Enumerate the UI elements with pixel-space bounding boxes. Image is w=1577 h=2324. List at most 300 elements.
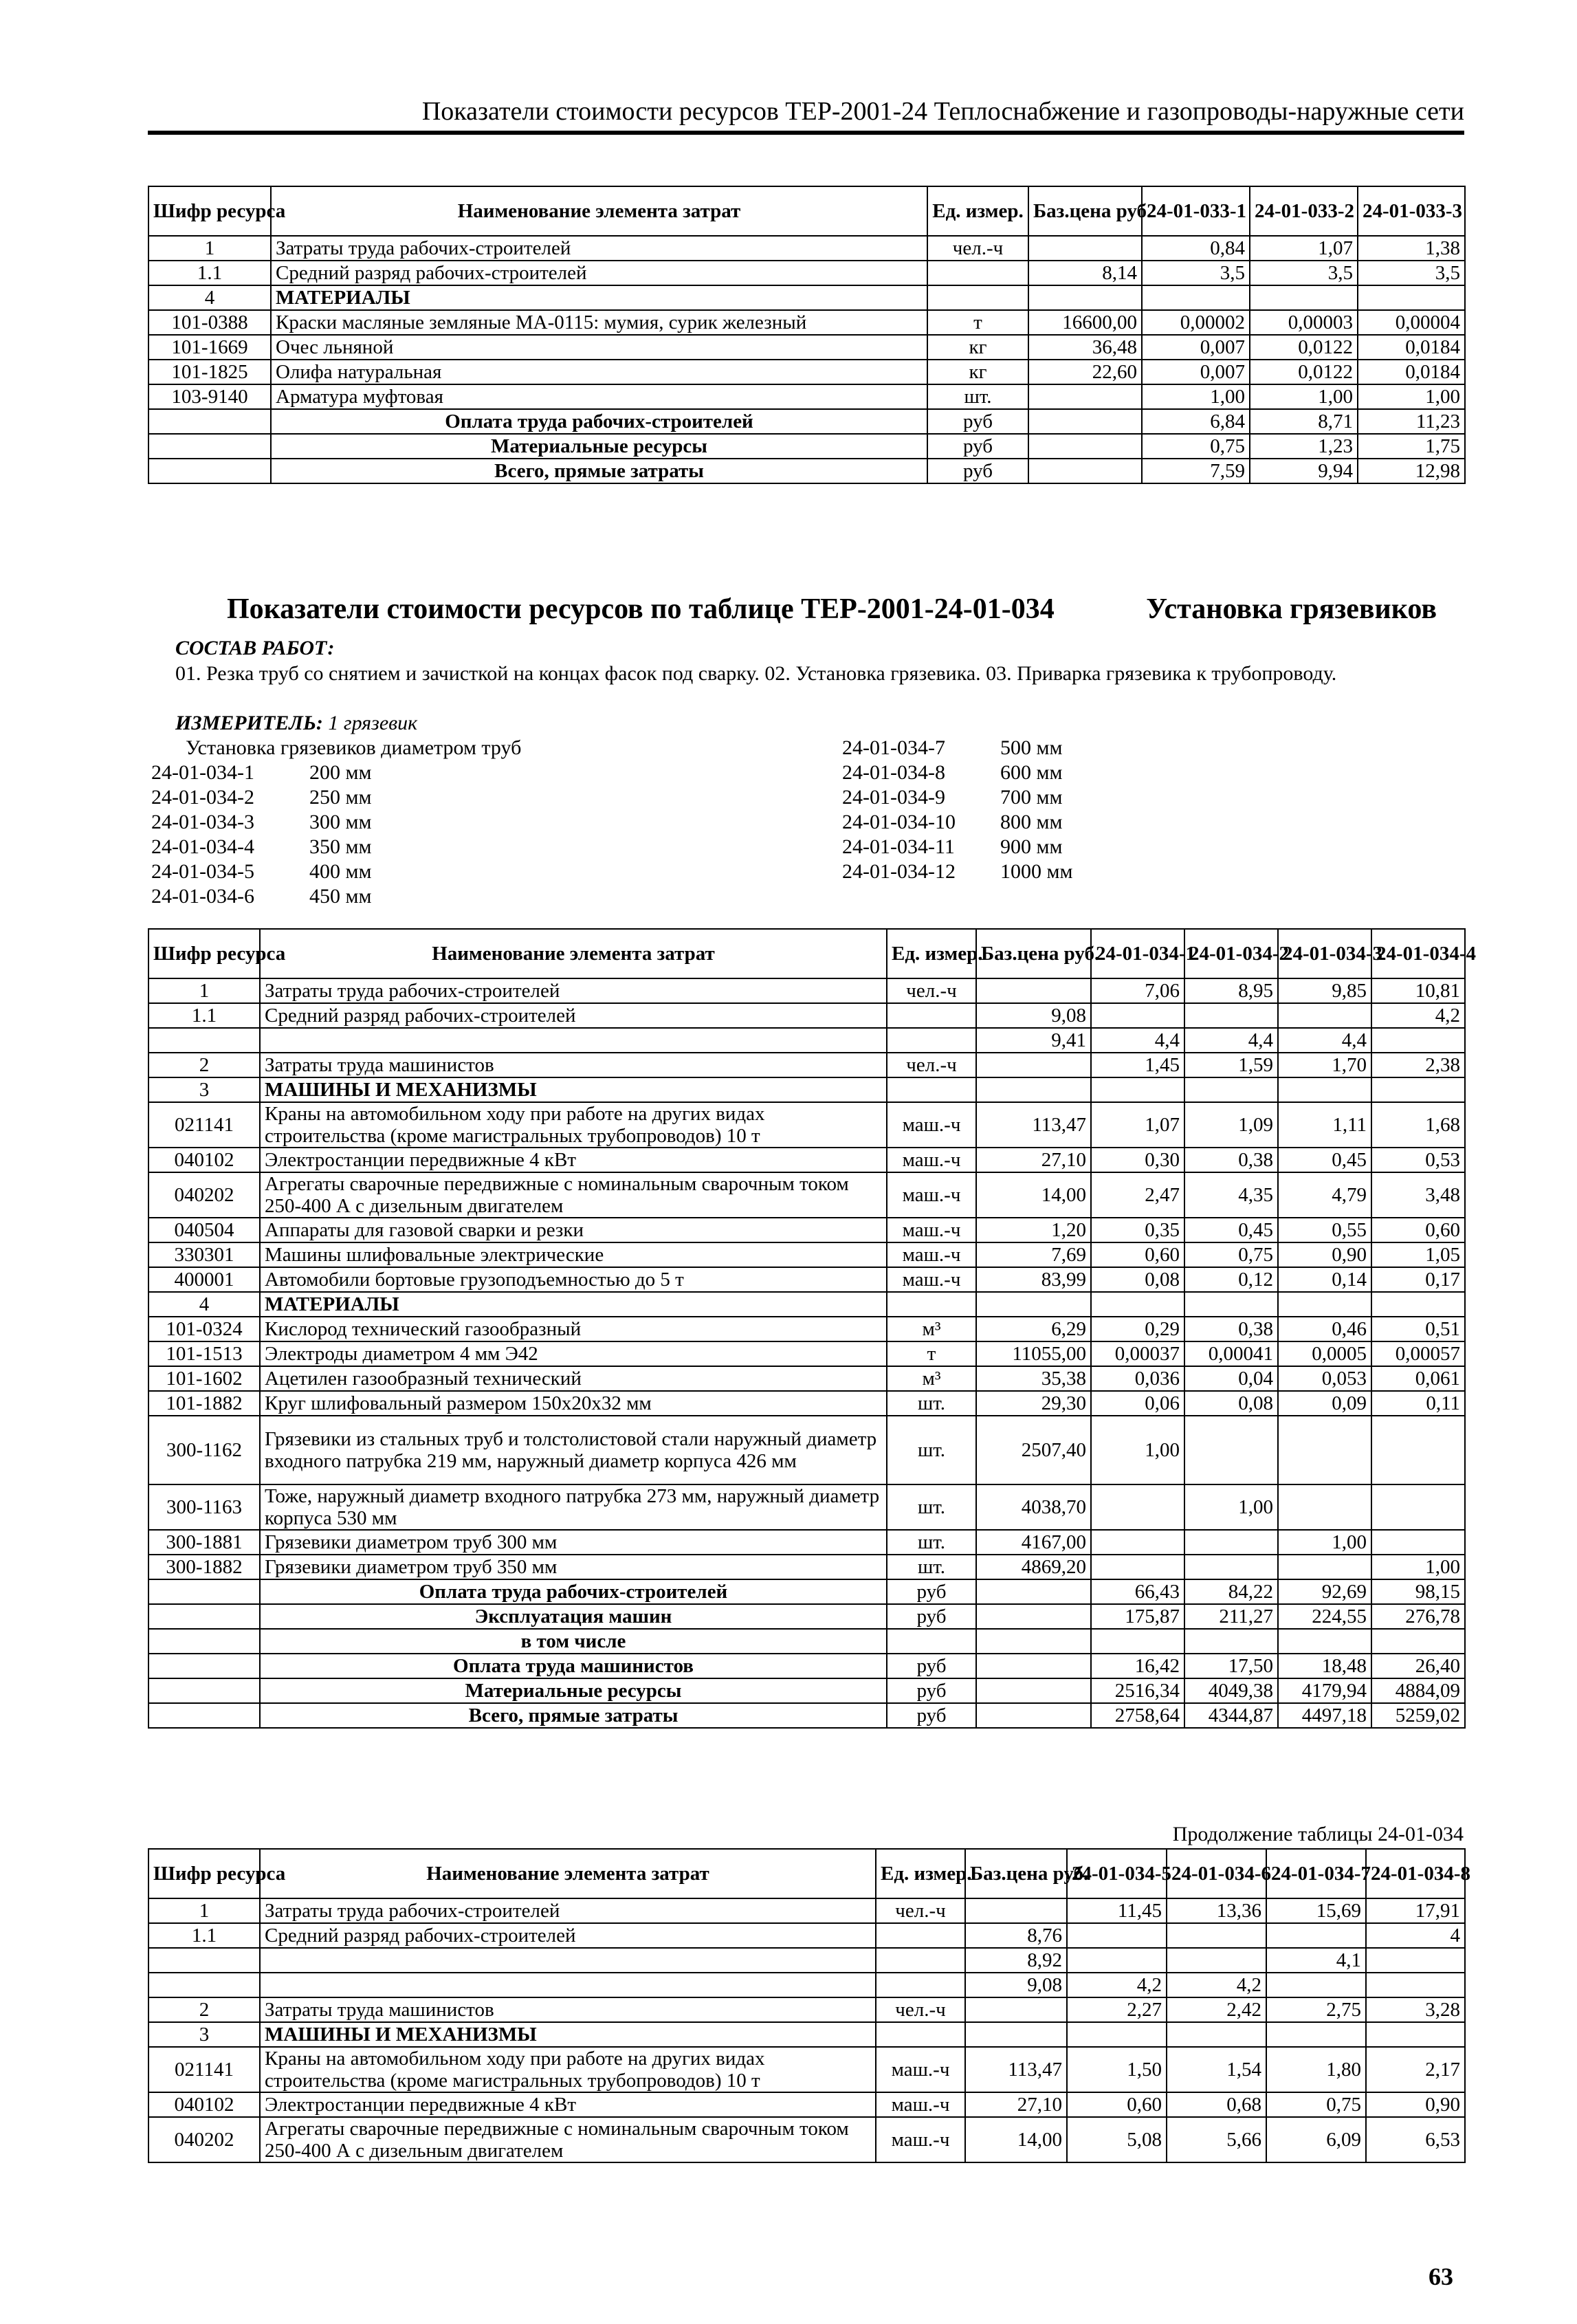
cell-unit: руб bbox=[887, 1703, 976, 1728]
table-row bbox=[148, 1148, 1465, 1172]
header-col3: 24-01-033-3 bbox=[1358, 186, 1465, 236]
cell-value: 92,69 bbox=[1278, 1579, 1371, 1604]
cell-value bbox=[1091, 1292, 1184, 1317]
cell-value bbox=[1184, 1292, 1278, 1317]
cell-price bbox=[1028, 434, 1142, 459]
table-row bbox=[148, 2022, 1465, 2047]
header-name: Наименование элемента затрат bbox=[260, 1849, 876, 1898]
cell-value: 0,75 bbox=[1266, 2092, 1366, 2117]
cell-value: 11,45 bbox=[1067, 1898, 1167, 1923]
cell-value: 1,00 bbox=[1371, 1555, 1465, 1579]
cell-unit: маш.-ч bbox=[876, 2117, 965, 2162]
cell-name: МАШИНЫ И МЕХАНИЗМЫ bbox=[260, 2022, 876, 2047]
cell-value: 0,29 bbox=[1091, 1317, 1184, 1341]
cell-price bbox=[965, 1997, 1067, 2022]
cell-name: Оплата труда рабочих-строителей bbox=[260, 1579, 887, 1604]
cell-code: 3 bbox=[148, 2022, 260, 2047]
cell-name: Агрегаты сварочные передвижные с номинальным сварочным током 250-400 А с дизельным двигателем bbox=[260, 2117, 876, 2162]
cell-name: Ацетилен газообразный технический bbox=[260, 1366, 887, 1391]
cell-price: 22,60 bbox=[1028, 360, 1142, 384]
cell-code: 2 bbox=[148, 1053, 260, 1077]
cell-value: 1,07 bbox=[1250, 236, 1358, 261]
cell-value: 0,51 bbox=[1371, 1317, 1465, 1341]
table-row bbox=[148, 1997, 1465, 2022]
cell-value: 2516,34 bbox=[1091, 1678, 1184, 1703]
cell-price: 9,08 bbox=[965, 1973, 1067, 1997]
cell-value: 1,38 bbox=[1358, 236, 1465, 261]
code-diameter: 800 мм bbox=[1000, 811, 1063, 833]
cell-code: 040202 bbox=[148, 1172, 260, 1218]
cell-value: 4,4 bbox=[1184, 1028, 1278, 1053]
table-row bbox=[148, 1077, 1465, 1102]
header-unit: Ед. измер. bbox=[927, 186, 1028, 236]
cell-name: Кислород технический газообразный bbox=[260, 1317, 887, 1341]
table-row bbox=[148, 310, 1465, 335]
cell-value: 0,00002 bbox=[1142, 310, 1250, 335]
code-diameter: 300 мм bbox=[309, 811, 372, 833]
cell-price bbox=[1028, 384, 1142, 409]
cell-code: 3 bbox=[148, 1077, 260, 1102]
cell-value: 6,84 bbox=[1142, 409, 1250, 434]
cell-name: Средний разряд рабочих-строителей bbox=[260, 1003, 887, 1028]
cell-name: Затраты труда машинистов bbox=[260, 1997, 876, 2022]
header-col4: 24-01-034-4 bbox=[1371, 929, 1465, 978]
table-row bbox=[148, 261, 1465, 285]
cell-code: 300-1162 bbox=[148, 1416, 260, 1484]
cell-value: 1,00 bbox=[1142, 384, 1250, 409]
cell-unit bbox=[927, 261, 1028, 285]
cell-unit: шт. bbox=[887, 1555, 976, 1579]
cell-value: 0,90 bbox=[1366, 2092, 1465, 2117]
cell-value: 0,007 bbox=[1142, 335, 1250, 360]
table-header-row bbox=[148, 1849, 1465, 1898]
cell-price bbox=[976, 1703, 1091, 1728]
page-header: Показатели стоимости ресурсов ТЕР-2001-24 Теплоснабжение и газопроводы-наружные сети bbox=[148, 96, 1464, 135]
cell-value: 276,78 bbox=[1371, 1604, 1465, 1629]
codes-right-list bbox=[842, 736, 1072, 884]
table-row bbox=[148, 384, 1465, 409]
cell-value bbox=[1371, 1484, 1465, 1530]
cell-value: 0,053 bbox=[1278, 1366, 1371, 1391]
table-row bbox=[148, 1484, 1465, 1530]
header-col1: 24-01-033-1 bbox=[1142, 186, 1250, 236]
cell-value bbox=[1366, 1948, 1465, 1973]
cell-unit bbox=[927, 285, 1028, 310]
cell-name: Материальные ресурсы bbox=[271, 434, 927, 459]
cell-value: 2,17 bbox=[1366, 2047, 1465, 2092]
cell-value: 1,00 bbox=[1358, 384, 1465, 409]
cell-value: 0,0184 bbox=[1358, 335, 1465, 360]
cell-value bbox=[1278, 1555, 1371, 1579]
cell-value: 0,0005 bbox=[1278, 1341, 1371, 1366]
cell-name: МАШИНЫ И МЕХАНИЗМЫ bbox=[260, 1077, 887, 1102]
cell-value: 4,79 bbox=[1278, 1172, 1371, 1218]
cell-unit: руб bbox=[887, 1678, 976, 1703]
cell-price: 14,00 bbox=[965, 2117, 1067, 2162]
cell-value bbox=[1266, 2022, 1366, 2047]
cell-price bbox=[976, 978, 1091, 1003]
cell-value: 4,2 bbox=[1067, 1973, 1167, 1997]
cell-unit: м³ bbox=[887, 1317, 976, 1341]
cell-name: Грязевики диаметром труб 350 мм bbox=[260, 1555, 887, 1579]
cell-value: 4 bbox=[1366, 1923, 1465, 1948]
cell-name: Арматура муфтовая bbox=[271, 384, 927, 409]
cell-value: 0,60 bbox=[1067, 2092, 1167, 2117]
cell-value: 0,38 bbox=[1184, 1148, 1278, 1172]
header-name: Наименование элемента затрат bbox=[260, 929, 887, 978]
cell-value bbox=[1184, 1416, 1278, 1484]
table-row bbox=[148, 1317, 1465, 1341]
cell-price: 16600,00 bbox=[1028, 310, 1142, 335]
cell-unit: руб bbox=[927, 409, 1028, 434]
cell-code: 040202 bbox=[148, 2117, 260, 2162]
cell-value: 3,5 bbox=[1142, 261, 1250, 285]
cell-value: 6,09 bbox=[1266, 2117, 1366, 2162]
code-item bbox=[842, 760, 1072, 785]
cell-price: 9,41 bbox=[976, 1028, 1091, 1053]
cell-unit bbox=[876, 2022, 965, 2047]
cell-code: 101-0324 bbox=[148, 1317, 260, 1341]
cell-price bbox=[976, 1579, 1091, 1604]
header-col2: 24-01-034-2 bbox=[1184, 929, 1278, 978]
table-row bbox=[148, 1242, 1465, 1267]
cell-value: 1,00 bbox=[1184, 1484, 1278, 1530]
cell-value: 11,23 bbox=[1358, 409, 1465, 434]
cell-value: 211,27 bbox=[1184, 1604, 1278, 1629]
cell-price: 7,69 bbox=[976, 1242, 1091, 1267]
code-id: 24-01-034-6 bbox=[151, 885, 254, 908]
code-item bbox=[842, 810, 1072, 835]
cell-name: Затраты труда рабочих-строителей bbox=[260, 1898, 876, 1923]
cell-unit: маш.-ч bbox=[887, 1172, 976, 1218]
cell-name: Краны на автомобильном ходу при работе на других видах строительства (кроме магистральных трубопроводов) 10 т bbox=[260, 1102, 887, 1148]
table-header-row bbox=[148, 186, 1465, 236]
table-row bbox=[148, 459, 1465, 483]
cell-value: 0,00004 bbox=[1358, 310, 1465, 335]
table-row bbox=[148, 434, 1465, 459]
cell-value: 175,87 bbox=[1091, 1604, 1184, 1629]
section-title-text: Показатели стоимости ресурсов по таблице ТЕР-2001-24-01-034 bbox=[227, 593, 1055, 625]
cell-name: Затраты труда машинистов bbox=[260, 1053, 887, 1077]
cell-value: 3,5 bbox=[1358, 261, 1465, 285]
cell-value bbox=[1184, 1629, 1278, 1654]
table-row bbox=[148, 1973, 1465, 1997]
cell-value bbox=[1142, 285, 1250, 310]
cell-name: Машины шлифовальные электрические bbox=[260, 1242, 887, 1267]
code-item bbox=[842, 785, 1072, 810]
codes-left-list bbox=[151, 760, 371, 909]
table-row bbox=[148, 1416, 1465, 1484]
cell-value bbox=[1266, 1973, 1366, 1997]
cell-value: 1,07 bbox=[1091, 1102, 1184, 1148]
cell-value: 1,00 bbox=[1278, 1530, 1371, 1555]
cell-name: Электростанции передвижные 4 кВт bbox=[260, 2092, 876, 2117]
cell-price bbox=[976, 1077, 1091, 1102]
cell-value: 17,50 bbox=[1184, 1654, 1278, 1678]
cell-code: 040102 bbox=[148, 2092, 260, 2117]
cell-unit: м³ bbox=[887, 1366, 976, 1391]
cell-price: 4038,70 bbox=[976, 1484, 1091, 1530]
header-unit: Ед. измер. bbox=[876, 1849, 965, 1898]
cell-value: 1,54 bbox=[1167, 2047, 1266, 2092]
cell-value bbox=[1167, 1948, 1266, 1973]
cell-value: 0,00057 bbox=[1371, 1341, 1465, 1366]
code-item bbox=[842, 736, 1072, 760]
cell-value: 9,85 bbox=[1278, 978, 1371, 1003]
code-diameter: 450 мм bbox=[309, 885, 372, 908]
cell-value bbox=[1167, 1923, 1266, 1948]
cell-value: 1,50 bbox=[1067, 2047, 1167, 2092]
cell-price: 113,47 bbox=[965, 2047, 1067, 2092]
code-item bbox=[151, 859, 371, 884]
header-col3: 24-01-034-7 bbox=[1266, 1849, 1366, 1898]
cell-value: 0,46 bbox=[1278, 1317, 1371, 1341]
cell-name: Краны на автомобильном ходу при работе на других видах строительства (кроме магистральных трубопроводов) 10 т bbox=[260, 2047, 876, 2092]
cell-value bbox=[1278, 1003, 1371, 1028]
header-col1: 24-01-034-1 bbox=[1091, 929, 1184, 978]
cell-code: 040504 bbox=[148, 1218, 260, 1242]
meter-label: ИЗМЕРИТЕЛЬ: bbox=[175, 712, 323, 734]
code-item bbox=[151, 884, 371, 909]
cell-unit: кг bbox=[927, 360, 1028, 384]
cell-value: 0,75 bbox=[1142, 434, 1250, 459]
cell-value bbox=[1091, 1003, 1184, 1028]
cell-value bbox=[1371, 1028, 1465, 1053]
cell-value: 1,05 bbox=[1371, 1242, 1465, 1267]
code-id: 24-01-034-2 bbox=[151, 786, 254, 809]
cell-value: 0,12 bbox=[1184, 1267, 1278, 1292]
cell-value: 0,08 bbox=[1184, 1391, 1278, 1416]
cell-unit bbox=[876, 1923, 965, 1948]
cell-price bbox=[1028, 459, 1142, 483]
table-row bbox=[148, 2092, 1465, 2117]
cell-value bbox=[1091, 1629, 1184, 1654]
cell-code: 300-1163 bbox=[148, 1484, 260, 1530]
cell-code: 1.1 bbox=[148, 261, 271, 285]
code-id: 24-01-034-3 bbox=[151, 811, 254, 833]
cell-value: 4344,87 bbox=[1184, 1703, 1278, 1728]
cell-name bbox=[260, 1948, 876, 1973]
table-row bbox=[148, 285, 1465, 310]
cell-value bbox=[1184, 1555, 1278, 1579]
cell-name: Грязевики из стальных труб и толстолистовой стали наружный диаметр входного патрубка 219 мм, наружный диаметр корпуса 426 мм bbox=[260, 1416, 887, 1484]
code-id: 24-01-034-4 bbox=[151, 835, 254, 858]
code-item bbox=[151, 835, 371, 859]
cell-price: 14,00 bbox=[976, 1172, 1091, 1218]
cell-value: 0,30 bbox=[1091, 1148, 1184, 1172]
cell-name: Средний разряд рабочих-строителей bbox=[271, 261, 927, 285]
cell-value: 0,60 bbox=[1371, 1218, 1465, 1242]
header-col1: 24-01-034-5 bbox=[1067, 1849, 1167, 1898]
table-row bbox=[148, 978, 1465, 1003]
cell-value: 1,23 bbox=[1250, 434, 1358, 459]
cell-name: Всего, прямые затраты bbox=[271, 459, 927, 483]
cell-value: 4,2 bbox=[1167, 1973, 1266, 1997]
cell-unit: маш.-ч bbox=[887, 1267, 976, 1292]
cell-value: 0,55 bbox=[1278, 1218, 1371, 1242]
cell-unit bbox=[887, 1292, 976, 1317]
cell-value: 0,0122 bbox=[1250, 360, 1358, 384]
cell-value: 2,42 bbox=[1167, 1997, 1266, 2022]
cell-unit: руб bbox=[927, 434, 1028, 459]
cell-value: 4,2 bbox=[1371, 1003, 1465, 1028]
cell-value: 1,45 bbox=[1091, 1053, 1184, 1077]
cell-price bbox=[976, 1604, 1091, 1629]
cell-unit: чел.-ч bbox=[876, 1997, 965, 2022]
cell-value: 0,84 bbox=[1142, 236, 1250, 261]
cell-value bbox=[1266, 1923, 1366, 1948]
cell-value: 1,00 bbox=[1250, 384, 1358, 409]
cell-name: Грязевики диаметром труб 300 мм bbox=[260, 1530, 887, 1555]
cell-value bbox=[1067, 2022, 1167, 2047]
code-item bbox=[151, 785, 371, 810]
cell-value bbox=[1067, 1923, 1167, 1948]
cell-code: 021141 bbox=[148, 2047, 260, 2092]
cell-code: 1 bbox=[148, 1898, 260, 1923]
cell-value bbox=[1091, 1555, 1184, 1579]
cell-code bbox=[148, 1629, 260, 1654]
cell-code: 101-1602 bbox=[148, 1366, 260, 1391]
cell-value bbox=[1371, 1292, 1465, 1317]
cell-unit bbox=[876, 1973, 965, 1997]
cell-code: 101-1825 bbox=[148, 360, 271, 384]
cell-value: 1,00 bbox=[1091, 1416, 1184, 1484]
cell-value: 0,90 bbox=[1278, 1242, 1371, 1267]
header-unit: Ед. измер. bbox=[887, 929, 976, 978]
cell-value: 2,47 bbox=[1091, 1172, 1184, 1218]
table-row bbox=[148, 1604, 1465, 1629]
header-col2: 24-01-033-2 bbox=[1250, 186, 1358, 236]
cell-price: 4167,00 bbox=[976, 1530, 1091, 1555]
header-price: Баз.цена руб. bbox=[1028, 186, 1142, 236]
table-row bbox=[148, 1003, 1465, 1028]
install-title: Установка грязевиков диаметром труб bbox=[186, 736, 522, 759]
cell-name: в том числе bbox=[260, 1629, 887, 1654]
cell-code bbox=[148, 1703, 260, 1728]
cell-value bbox=[1067, 1948, 1167, 1973]
cell-code: 1 bbox=[148, 978, 260, 1003]
cell-unit: маш.-ч bbox=[887, 1102, 976, 1148]
cell-name: МАТЕРИАЛЫ bbox=[260, 1292, 887, 1317]
composition-label: СОСТАВ РАБОТ: bbox=[175, 637, 335, 659]
cell-price bbox=[976, 1629, 1091, 1654]
cell-unit: маш.-ч bbox=[887, 1148, 976, 1172]
cell-code bbox=[148, 1028, 260, 1053]
cell-value: 2758,64 bbox=[1091, 1703, 1184, 1728]
cell-price: 6,29 bbox=[976, 1317, 1091, 1341]
cell-code bbox=[148, 1604, 260, 1629]
cell-name: Материальные ресурсы bbox=[260, 1678, 887, 1703]
code-diameter: 600 мм bbox=[1000, 761, 1063, 784]
cell-value: 0,60 bbox=[1091, 1242, 1184, 1267]
cell-value bbox=[1278, 1416, 1371, 1484]
cell-value: 0,036 bbox=[1091, 1366, 1184, 1391]
header-col3: 24-01-034-3 bbox=[1278, 929, 1371, 978]
cell-value: 0,68 bbox=[1167, 2092, 1266, 2117]
cell-unit: маш.-ч bbox=[876, 2092, 965, 2117]
cell-value: 13,36 bbox=[1167, 1898, 1266, 1923]
cell-price bbox=[976, 1292, 1091, 1317]
code-diameter: 200 мм bbox=[309, 761, 372, 784]
meter-line bbox=[175, 711, 417, 736]
header-col4: 24-01-034-8 bbox=[1366, 1849, 1465, 1898]
cell-value: 8,71 bbox=[1250, 409, 1358, 434]
table-row bbox=[148, 1629, 1465, 1654]
cell-price: 8,92 bbox=[965, 1948, 1067, 1973]
cell-code bbox=[148, 1654, 260, 1678]
cell-name: МАТЕРИАЛЫ bbox=[271, 285, 927, 310]
cell-name: Оплата труда машинистов bbox=[260, 1654, 887, 1678]
cell-name: Аппараты для газовой сварки и резки bbox=[260, 1218, 887, 1242]
cell-value: 4,4 bbox=[1091, 1028, 1184, 1053]
cell-value: 0,0184 bbox=[1358, 360, 1465, 384]
table-row bbox=[148, 2117, 1465, 2162]
cell-value: 1,70 bbox=[1278, 1053, 1371, 1077]
page-number: 63 bbox=[1429, 2263, 1453, 2290]
cell-name: Олифа натуральная bbox=[271, 360, 927, 384]
table-row bbox=[148, 1948, 1465, 1973]
cell-value: 84,22 bbox=[1184, 1579, 1278, 1604]
cell-value: 4,4 bbox=[1278, 1028, 1371, 1053]
cell-unit bbox=[887, 1003, 976, 1028]
cell-value bbox=[1091, 1484, 1184, 1530]
cell-price bbox=[976, 1654, 1091, 1678]
cell-name: Электроды диаметром 4 мм Э42 bbox=[260, 1341, 887, 1366]
code-item bbox=[151, 810, 371, 835]
cell-code: 2 bbox=[148, 1997, 260, 2022]
cell-price: 27,10 bbox=[976, 1148, 1091, 1172]
cell-value: 4,35 bbox=[1184, 1172, 1278, 1218]
cell-name bbox=[260, 1973, 876, 1997]
cell-unit: шт. bbox=[887, 1416, 976, 1484]
table-row bbox=[148, 1366, 1465, 1391]
table-row bbox=[148, 1102, 1465, 1148]
table-row bbox=[148, 1391, 1465, 1416]
cell-value: 0,0122 bbox=[1250, 335, 1358, 360]
cell-code: 101-1669 bbox=[148, 335, 271, 360]
cell-code: 300-1881 bbox=[148, 1530, 260, 1555]
cell-value: 1,68 bbox=[1371, 1102, 1465, 1148]
cell-unit: маш.-ч bbox=[887, 1218, 976, 1242]
cell-name: Затраты труда рабочих-строителей bbox=[271, 236, 927, 261]
cell-price: 36,48 bbox=[1028, 335, 1142, 360]
cell-value: 2,27 bbox=[1067, 1997, 1167, 2022]
cell-unit: чел.-ч bbox=[887, 978, 976, 1003]
cell-name: Всего, прямые затраты bbox=[260, 1703, 887, 1728]
table-row bbox=[148, 1898, 1465, 1923]
table-row bbox=[148, 1172, 1465, 1218]
table-row bbox=[148, 1555, 1465, 1579]
cell-name: Краски масляные земляные МА-0115: мумия, сурик железный bbox=[271, 310, 927, 335]
cell-price: 27,10 bbox=[965, 2092, 1067, 2117]
cell-price: 83,99 bbox=[976, 1267, 1091, 1292]
cell-price: 11055,00 bbox=[976, 1341, 1091, 1366]
cell-value: 1,75 bbox=[1358, 434, 1465, 459]
table-row bbox=[148, 1028, 1465, 1053]
cell-value: 4884,09 bbox=[1371, 1678, 1465, 1703]
table-row bbox=[148, 409, 1465, 434]
cell-code bbox=[148, 1579, 260, 1604]
cell-value: 0,08 bbox=[1091, 1267, 1184, 1292]
cell-code: 040102 bbox=[148, 1148, 260, 1172]
cell-value: 4497,18 bbox=[1278, 1703, 1371, 1728]
cell-unit: руб bbox=[887, 1654, 976, 1678]
cell-price: 8,14 bbox=[1028, 261, 1142, 285]
cell-value bbox=[1250, 285, 1358, 310]
cell-value: 0,45 bbox=[1278, 1148, 1371, 1172]
cell-value bbox=[1371, 1530, 1465, 1555]
cell-value bbox=[1366, 1973, 1465, 1997]
